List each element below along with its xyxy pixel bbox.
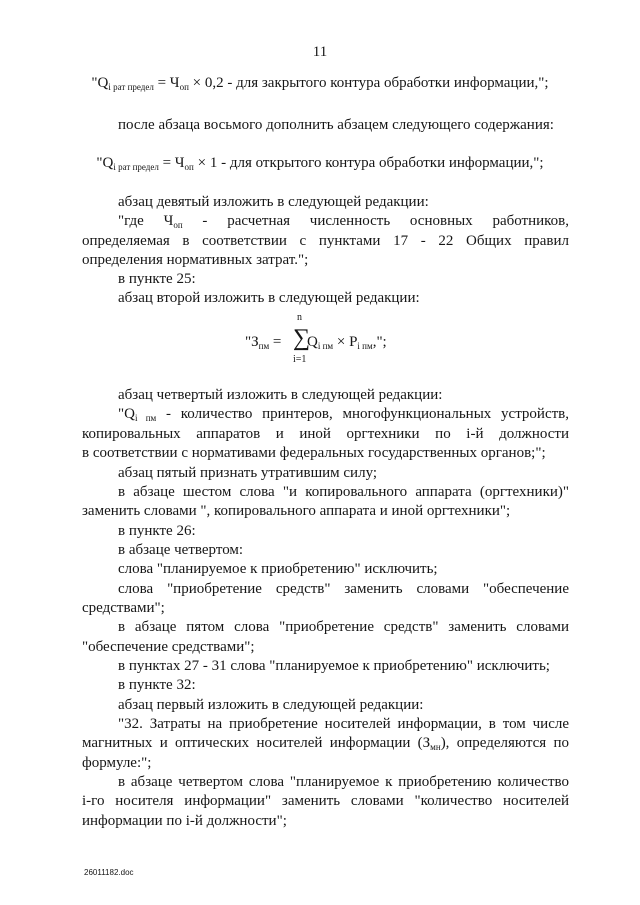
paragraph-line: "32. Затраты на приобретение носителей информации, в том числе (118, 716, 569, 732)
paragraph-line: средствами"; (82, 600, 165, 616)
paragraph-line: в абзаце шестом слова "и копировального аппарата (оргтехники)" (118, 484, 569, 500)
paragraph-line: формуле:"; (82, 755, 152, 771)
paragraph-line: копировальных аппаратов и иной оргтехники по i-й должности (82, 426, 569, 442)
sigma-symbol: ∑ (293, 325, 311, 351)
paragraph: в абзаце четвертом: (118, 542, 244, 558)
paragraph: в пункте 26: (118, 523, 196, 539)
document-page: 11 "$Q_{i рат предел} = Ч_{оп} \times 0,2$ - для закрытого контура обработки информации,"; после абзаца восьмого дополнить абзацем следующего содержания: "$Q_{i рат предел} = Ч_{оп} \times 1$ - для открытого контура обработки информации,"; абзац девятый изложить в следующей редакции: "где $Ч_{оп}$ - расчетная численность основных работников, определяемая в соответствии с пунктами 17 - 22 Общих правил определения нормативных затрат."; в пункте 25: абзац второй изложить в следующей редакции: "$З_{пм}$ = n ∑ i=1 $Q_{i пм} \times P_{i пм}$,"; абзац четвертый изложить в следующей редакции: "$Q_{i пм}$ - количество принтеров, многофункциональных устройств, копировальных аппаратов и иной оргтехники по i-й должности в соответствии с нормативами федеральных государственных органов;"; абзац пятый признать утратившим силу; в абзаце шестом слова "и копировального аппарата (оргтехники)" заменить словами ", копировального аппарата и иной оргтехники"; в пункте 26: в абзаце четвертом: слова "планируемое к приобретению" исключить; слова "приобретение средств" заменить словами "обеспечение средствами"; в абзаце пятом слова "приобретение средств" заменить словами "обеспечение средствами"; в пунктах 27 - 31 слова "планируемое к приобретению" исключить; в пункте 32: абзац первый изложить в следующей редакции: "32. Затраты на приобретение носителей информации, в том числе магнитных и оптических носителей информации $(З_{мн})$, определяются по формуле:"; в абзаце четвертом слова "планируемое к приобретению количество i-го носителя информации" заменить словами "количество носителей информации по i-й должности"; 26011182.doc (0, 0, 640, 905)
paragraph-line: "$Q_{i пм}$ - количество принтеров, многофункциональных устройств, (118, 406, 570, 423)
paragraph-line: определения нормативных затрат."; (82, 252, 309, 268)
paragraph-line: i-го носителя информации" заменить словами "количество носителей (82, 793, 569, 809)
paragraph-line: слова "приобретение средств" заменить словами "обеспечение (118, 581, 569, 597)
paragraph: слова "планируемое к приобретению" исключить; (118, 561, 438, 577)
paragraph: в пунктах 27 - 31 слова "планируемое к приобретению" исключить; (118, 658, 550, 674)
paragraph: абзац первый изложить в следующей редакции: (118, 697, 424, 713)
paragraph-line: "где $Ч_{оп}$ - расчетная численность основных работников, (118, 213, 569, 230)
paragraph-line: в абзаце пятом слова "приобретение средств" заменить словами (118, 619, 569, 635)
page-number: 11 (312, 44, 328, 60)
paragraph: абзац пятый признать утратившим силу; (118, 465, 378, 481)
paragraph: после абзаца восьмого дополнить абзацем следующего содержания: (118, 117, 554, 133)
paragraph: абзац второй изложить в следующей редакции: (118, 290, 420, 306)
paragraph-line: в соответствии с нормативами федеральных государственных органов;"; (82, 445, 546, 461)
paragraph: абзац четвертый изложить в следующей редакции: (118, 387, 443, 403)
footer-filename: 26011182.doc (84, 868, 134, 877)
paragraph: в пункте 32: (118, 677, 196, 693)
paragraph-line: магнитных и оптических носителей информации $(З_{мн})$, определяются по (82, 735, 569, 752)
paragraph-line: в абзаце четвертом слова "планируемое к приобретению количество (118, 774, 569, 790)
formula-open-contour: "$Q_{i рат предел} = Ч_{оп} \times 1$ - для открытого контура обработки информации,"; (96, 155, 544, 172)
paragraph: в пункте 25: (118, 271, 196, 287)
paragraph: абзац девятый изложить в следующей редакции: (118, 194, 429, 210)
formula-closed-contour: "$Q_{i рат предел} = Ч_{оп} \times 0,2$ - для закрытого контура обработки информации,"; (91, 75, 549, 92)
paragraph-line: определяемая в соответствии с пунктами 17 - 22 Общих правил (82, 233, 569, 249)
paragraph-line: заменить словами ", копировального аппарата и иной оргтехники"; (82, 503, 511, 519)
paragraph-line: информации по i-й должности"; (82, 813, 287, 829)
paragraph-line: "обеспечение средствами"; (82, 639, 255, 655)
